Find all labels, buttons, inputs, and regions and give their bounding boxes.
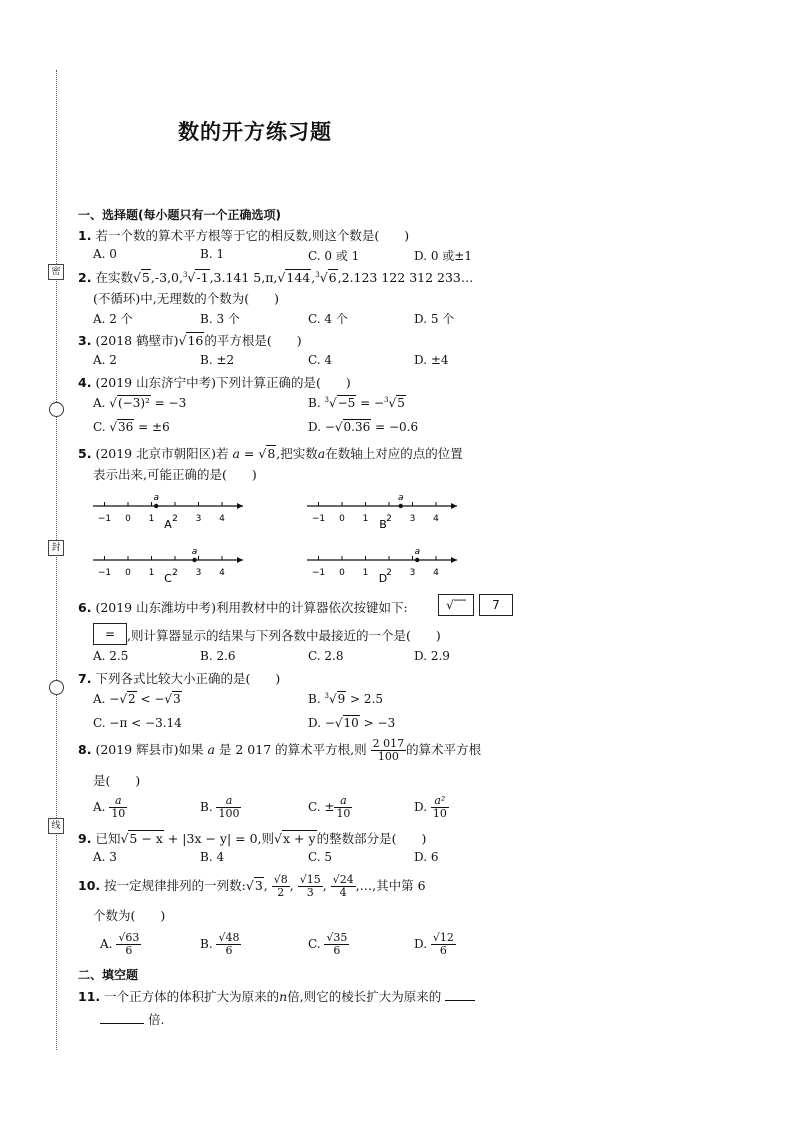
margin-mark-1: 密 [48,264,64,280]
question-5-line2: 表示出来,可能正确的是( ) [93,467,257,482]
number-line-tick-label: 4 [219,514,225,524]
q6-option-b: B. 2.6 [200,649,236,663]
margin-hole-icon [49,402,64,417]
calculator-equals-key: = [93,623,127,645]
number-line-tick-label: 1 [148,568,155,578]
q7-option-d: D. −√10 > −3 [308,716,396,730]
number-line-tick-label: 1 [362,514,369,524]
number-line-tick-label: −1 [311,514,326,524]
q1-option-a: A. 0 [93,247,117,261]
number-line-tick-label: 1 [148,514,155,524]
question-11-line2: 倍. [100,1010,164,1028]
question-2-line2: (不循环)中,无理数的个数为( ) [93,291,279,306]
q3-option-d: D. ±4 [414,353,449,367]
q7-option-a: A. −√2 < −√3 [93,692,181,706]
number-line-tick-label: 2 [172,568,178,578]
question-10-line2: 个数为( ) [93,908,166,923]
arrow-icon [237,503,243,509]
number-line-point [399,504,403,508]
question-4: 4. (2019 山东济宁中考)下列计算正确的是( ) [78,375,351,390]
q8-option-b: B. $\frac{a}{100}$ [200,794,240,820]
q9-option-d: D. 6 [414,850,439,864]
number-line-tick-label: −1 [97,514,112,524]
question-1 [78,226,409,244]
number-line-tick-label: −1 [311,568,326,578]
number-line-point [415,558,419,562]
question-8: 8. (2019 辉县市)如果 a 是 2 017 的算术平方根,则 $\frac{2 017}{100}$ 的算术平方根 [78,737,482,763]
q3-option-a: A. 2 [93,353,117,367]
arrow-icon [237,557,243,563]
answer-blank[interactable] [445,1000,475,1001]
margin-mark-2: 封 [48,540,64,556]
question-5: 5. (2019 北京市朝阳区)若 a = √8,把实数a在数轴上对应的点的位置 [78,446,463,461]
number-line-tick-label: 3 [409,568,416,578]
arrow-icon [451,503,457,509]
number-line-label-d: D [378,572,388,585]
number-line-tick-label: 4 [219,568,225,578]
q4-option-c: C. √36 = ±6 [93,420,170,434]
q2-option-b: B. 3 个 [200,312,240,326]
q6-option-a: A. 2.5 [93,649,129,663]
q7-option-b: B. $^3$√9 > 2.5 [308,692,384,706]
number-line-tick-label: −1 [97,568,112,578]
q7-option-c: C. −π < −3.14 [93,716,182,730]
section-heading-fill-blank: 二、填空题 [78,968,139,982]
question-6: 6. (2019 山东潍坊中考)利用教材中的计算器依次按键如下: [78,600,408,615]
q9-option-b: B. 4 [200,850,225,864]
q3-option-c: C. 4 [308,353,333,367]
number-line-tick-label: 4 [433,568,439,578]
number-line-tick-label: 2 [386,568,392,578]
q10-option-b: B. $\frac{√48}{6}$ [200,931,240,957]
number-line-point-label: a [414,547,420,557]
calculator-sqrt-key: √‾‾ [438,594,474,616]
section-heading-choice: 一、选择题(每小题只有一个正确选项) [78,208,281,222]
q4-option-b: B. $^3$√−5 = −$^3$√5 [308,396,405,410]
number-line-point [154,504,158,508]
page-title: 数的开方练习题 [178,120,332,144]
number-line-tick-label: 4 [433,514,439,524]
number-line-tick-label: 0 [339,514,345,524]
number-line-point [192,558,196,562]
number-line-point-label: a [191,547,198,557]
number-line-tick-label: 3 [409,514,416,524]
calculator-key-7: 7 [479,594,513,616]
q2-option-d: D. 5 个 [414,312,455,326]
number-line-point-label: a [397,493,404,503]
q1-option-b: B. 1 [200,247,225,261]
question-7: 7. 下列各式比较大小正确的是( ) [78,671,281,686]
q4-option-a: A. √(−3)² = −3 [93,396,187,410]
number-line-tick-label: 2 [172,514,178,524]
question-9: 9. 已知√5 − x + |3x − y| = 0,则√x + y的整数部分是( ) [78,831,427,846]
q10-option-a: A. $\frac{√63}{6}$ [100,931,140,957]
number-line-tick-label: 0 [125,568,131,578]
binding-margin-line [56,70,57,1050]
margin-mark-3: 线 [48,818,64,834]
number-line-label-b: B [379,518,387,531]
question-2: 2. 在实数√5,-3,0,$^3$√-1,3.141 5,π,√144,$^3$√6,2.123 122 312 233… [78,270,474,285]
q1-option-d: D. 0 或±1 [414,249,472,263]
q8-option-a: A. $\frac{a}{10}$ [93,794,126,820]
number-line-label-a: A [164,518,172,531]
q9-option-a: A. 3 [93,850,117,864]
number-line-tick-label: 0 [339,568,345,578]
question-10: 10. 按一定规律排列的一列数:√3, $\frac{√8}{2}$ , $\frac{√15}{3}$ , $\frac{√24}{4}$ ,…,其中第 6 [78,873,426,899]
question-11: 11. 一个正方体的体积扩大为原来的n倍,则它的棱长扩大为原来的 [78,987,475,1005]
arrow-icon [451,557,457,563]
q9-option-c: C. 5 [308,850,333,864]
number-line-options [85,482,505,592]
number-line-label-c: C [164,572,172,585]
question-number: 1. [78,228,92,243]
q6-option-d: D. 2.9 [414,649,450,663]
q3-option-b: B. ±2 [200,353,235,367]
number-line-tick-label: 1 [362,568,369,578]
question-3: 3. (2018 鹤壁市)√16的平方根是( ) [78,333,302,348]
answer-blank-continued[interactable] [100,1023,144,1024]
q6-option-c: C. 2.8 [308,649,344,663]
number-line-tick-label: 0 [125,514,131,524]
q4-option-d: D. −√0.36 = −0.6 [308,420,419,434]
number-line-point-label: a [153,493,159,503]
q8-option-c: C. ± $\frac{a}{10}$ [308,794,351,820]
q2-option-a: A. 2 个 [93,312,133,326]
number-line-tick-label: 3 [195,568,202,578]
number-line-tick-label: 3 [195,514,202,524]
margin-hole-icon [49,680,64,695]
q10-option-c: C. $\frac{√35}{6}$ [308,931,348,957]
q8-option-d: D. $\frac{\text{a²}}{10}$ [414,794,447,820]
question-6-line2: ,则计算器显示的结果与下列各数中最接近的一个是( ) [127,628,441,643]
q2-option-c: C. 4 个 [308,312,348,326]
number-line-tick-label: 2 [386,514,392,524]
q10-option-d: D. $\frac{√12}{6}$ [414,931,454,957]
question-text: 若一个数的算术平方根等于它的相反数,则这个数是( ) [95,228,410,243]
q1-option-c: C. 0 或 1 [308,249,360,263]
question-8-line2: 是( ) [93,773,141,788]
